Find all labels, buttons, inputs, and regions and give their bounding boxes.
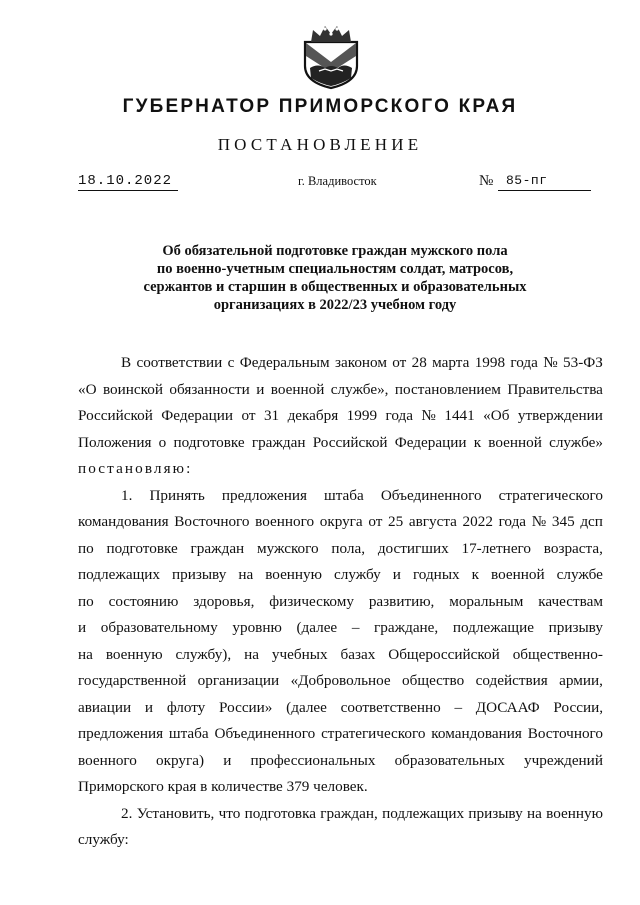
word: и: [144, 698, 154, 716]
word: профессиональных: [250, 751, 376, 769]
document-type: ПОСТАНОВЛЕНИЕ: [217, 135, 423, 154]
word: военную: [546, 804, 603, 822]
body-line: [78, 377, 603, 404]
date-underline: [78, 190, 178, 191]
word: содействия: [475, 672, 548, 689]
word: и: [223, 751, 232, 769]
word: предложения: [221, 486, 307, 504]
word: от: [241, 407, 256, 424]
word: учебных: [271, 645, 328, 663]
word: №: [531, 513, 547, 530]
word: образовательному: [100, 619, 218, 636]
word: мужского: [256, 539, 319, 557]
word: 2.: [121, 804, 133, 822]
word: 25: [388, 513, 404, 530]
word: военной: [270, 380, 325, 398]
word: призыву: [548, 619, 603, 636]
word: В: [121, 354, 132, 371]
word: Положения: [78, 433, 152, 451]
word: учреждений: [524, 751, 603, 769]
word: подлежащих: [78, 566, 160, 583]
word: здоровья,: [193, 592, 255, 610]
word: соответственно: [340, 698, 441, 716]
word: флоту: [166, 698, 206, 716]
body-line: [78, 536, 603, 563]
document-date: 18.10.2022: [78, 173, 173, 189]
word: службе»: [549, 433, 603, 451]
word: службу: [334, 566, 381, 583]
body-line: [78, 350, 603, 377]
word: качествам: [538, 592, 603, 610]
word: от: [392, 354, 407, 371]
word: и: [256, 380, 265, 398]
word: 53-ФЗ: [563, 354, 603, 371]
word: организации: [197, 672, 280, 689]
body-line: [78, 642, 603, 669]
word: штаба: [324, 486, 364, 504]
body-line: Приморского края в количестве 379 человек.: [78, 778, 368, 795]
heading-line: сержантов и старшин в общественных и образовательных: [143, 279, 527, 295]
word: на: [526, 804, 542, 822]
body-line: [78, 695, 603, 722]
body-line-decree: постановляю:: [78, 460, 193, 477]
word: военного: [255, 513, 315, 530]
word: службу),: [175, 645, 232, 663]
word: о: [158, 433, 167, 451]
body-line: [78, 430, 603, 457]
word: стратегического: [321, 725, 426, 742]
word: военную: [265, 566, 323, 583]
body-line: [78, 483, 603, 510]
body-line: [78, 615, 603, 642]
heading-line: Об обязательной подготовке граждан мужского пола: [162, 243, 508, 259]
word: воинской: [102, 380, 163, 398]
word: Российской: [312, 433, 388, 451]
word: «О: [78, 380, 97, 398]
word: округа): [156, 751, 205, 769]
word: государственной: [78, 672, 187, 689]
word: №: [421, 407, 436, 424]
word: подготовке: [173, 433, 245, 451]
word: ДОСААФ: [475, 698, 540, 716]
primorye-coat-of-arms-icon: [301, 22, 361, 90]
word: годных: [412, 566, 460, 583]
word: года: [498, 513, 527, 530]
word: призыву: [468, 804, 523, 822]
word: №: [543, 354, 558, 371]
word: к: [473, 433, 482, 451]
number-underline: [498, 190, 591, 191]
word: законом: [334, 354, 387, 371]
word: стратегического: [498, 486, 603, 504]
word: граждане,: [374, 619, 439, 636]
word: России»: [219, 698, 273, 716]
word: Объединенного: [380, 486, 482, 504]
body-line: [78, 562, 603, 589]
word: призыву: [172, 566, 227, 583]
word: Федерации: [161, 407, 234, 424]
word: 1441: [444, 407, 475, 424]
word: физическому: [269, 592, 354, 610]
body-line: службу:: [78, 831, 129, 848]
word: декабря: [287, 407, 339, 424]
body-line: [78, 801, 603, 828]
word: моральным: [449, 592, 524, 610]
word: возраста,: [543, 539, 603, 557]
word: граждан: [251, 433, 306, 451]
word: авиации: [78, 698, 132, 716]
body-line: [78, 668, 603, 695]
word: подлежащие: [452, 619, 534, 636]
word: –: [351, 619, 360, 636]
word: обязанности: [169, 380, 250, 398]
word: 1998: [474, 354, 506, 371]
word: граждан: [190, 539, 245, 557]
word: с: [227, 354, 235, 371]
word: Федерации: [394, 433, 467, 451]
word: подготовке: [106, 539, 178, 557]
word: Общероссийской: [388, 645, 500, 663]
word: общество: [402, 672, 465, 689]
word: штаба: [168, 725, 209, 742]
number-sign: №: [479, 173, 494, 189]
word: на: [78, 645, 93, 663]
word: и: [392, 566, 401, 583]
word: уровню: [232, 619, 282, 636]
word: предложения: [78, 725, 164, 742]
word: достигших: [377, 539, 449, 557]
word: 1.: [121, 486, 133, 504]
word: и: [78, 619, 87, 636]
document-heading: [120, 242, 550, 314]
word: марта: [432, 354, 470, 371]
word: военной: [491, 566, 545, 583]
word: утверждении: [517, 407, 603, 424]
word: августа: [408, 513, 457, 530]
word: 2022: [462, 513, 493, 530]
word: года: [385, 407, 413, 424]
body-line: [78, 509, 603, 536]
word: –: [454, 698, 463, 716]
word: постановлением: [394, 380, 501, 398]
word: по: [78, 592, 94, 610]
word: 345: [551, 513, 575, 530]
word: Установить,: [136, 804, 215, 822]
body-line: [78, 589, 603, 616]
word: «Добровольное: [290, 672, 391, 689]
word: базах: [340, 645, 376, 663]
word: России,: [553, 698, 603, 716]
word: (далее: [286, 698, 327, 716]
word: 31: [263, 407, 280, 424]
word: дсп: [580, 513, 603, 530]
document-body: [78, 350, 603, 854]
word: 28: [411, 354, 427, 371]
document-meta: [0, 173, 640, 195]
word: Восточного: [527, 725, 603, 742]
body-line: [78, 403, 603, 430]
word: службе»,: [330, 380, 389, 398]
word: развитию,: [368, 592, 435, 610]
word: подготовка: [244, 804, 316, 822]
word: пола,: [331, 539, 366, 557]
word: «Об: [483, 407, 510, 424]
word: Правительства: [507, 380, 603, 398]
word: года: [510, 354, 538, 371]
word: Российской: [78, 407, 153, 424]
word: образовательных: [394, 751, 505, 769]
word: состоянию: [108, 592, 179, 610]
body-line: [78, 748, 603, 775]
word: 17-летнего: [461, 539, 531, 557]
document-number: 85-пг: [506, 173, 548, 188]
word: от: [368, 513, 383, 530]
word: 1999: [346, 407, 378, 424]
word: общественно-: [512, 645, 603, 663]
word: на: [238, 566, 254, 583]
word: округа: [319, 513, 363, 530]
heading-line: организациях в 2022/23 учебном году: [213, 297, 457, 313]
word: Принять: [149, 486, 205, 504]
word: военной: [488, 433, 542, 451]
word: (далее: [296, 619, 338, 636]
word: на: [244, 645, 259, 663]
governor-title: ГУБЕРНАТОР ПРИМОРСКОГО КРАЯ: [122, 96, 518, 117]
word: подлежащих: [382, 804, 465, 822]
heading-line: по военно-учетным специальностям солдат, матросов,: [156, 261, 514, 277]
word: военную: [105, 645, 163, 663]
word: армии,: [559, 672, 603, 689]
word: командования: [78, 513, 169, 530]
word: что: [218, 804, 241, 822]
document-city: г. Владивосток: [298, 174, 377, 188]
word: по: [78, 539, 94, 557]
word: службе: [556, 566, 603, 583]
word: граждан,: [320, 804, 378, 822]
word: соответствии: [136, 354, 223, 371]
body-line: [78, 721, 603, 748]
word: Федеральным: [239, 354, 330, 371]
word: Объединенного: [214, 725, 316, 742]
word: военного: [78, 751, 137, 769]
word: командования: [431, 725, 522, 742]
word: Восточного: [174, 513, 250, 530]
word: к: [471, 566, 480, 583]
